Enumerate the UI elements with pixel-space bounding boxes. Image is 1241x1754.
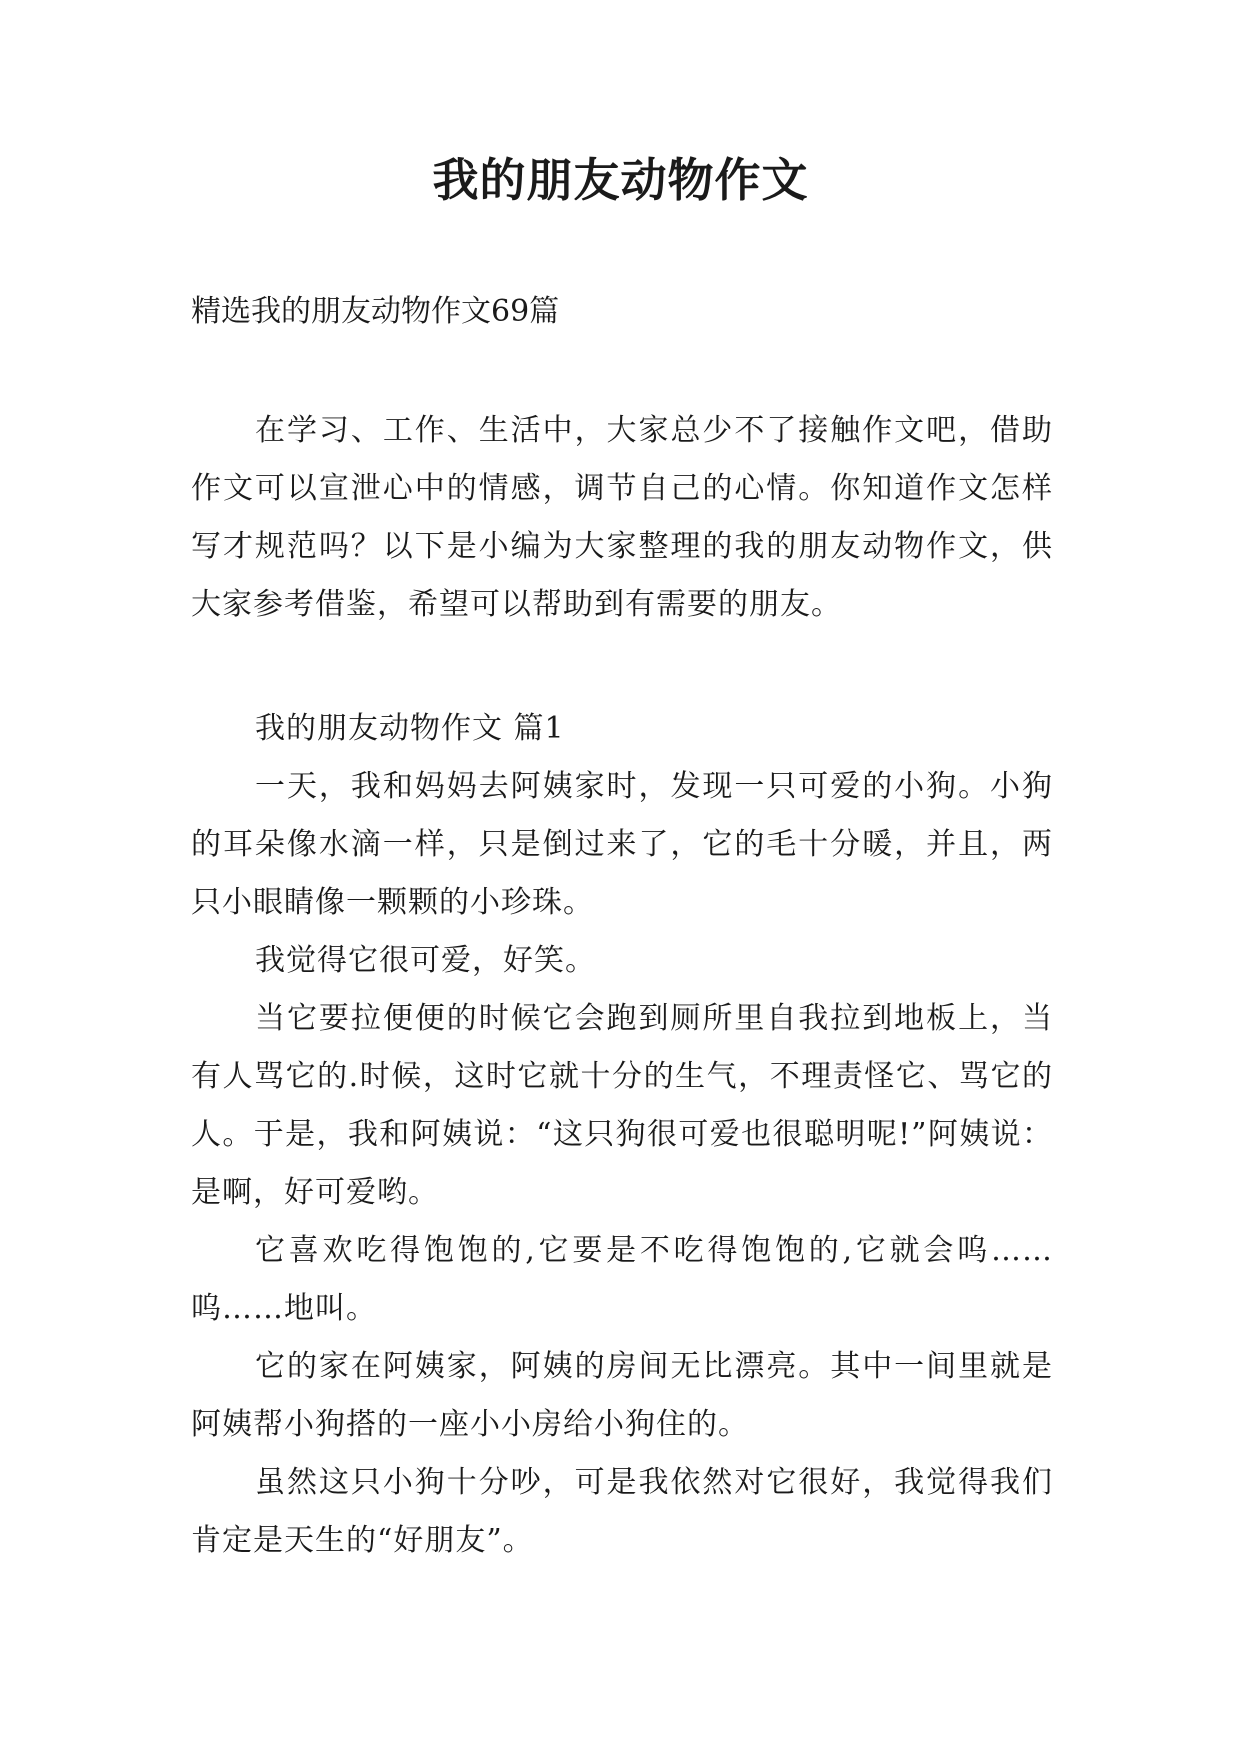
- body-paragraph: 它喜欢吃得饱饱的,它要是不吃得饱饱的,它就会呜……呜……地叫。: [191, 1233, 1053, 1326]
- body-paragraph: 我觉得它很可爱，好笑。: [255, 943, 596, 978]
- body-paragraph: 虽然这只小狗十分吵，可是我依然对它很好，我觉得我们肯定是天生的“好朋友”。: [191, 1465, 1053, 1558]
- document-subtitle: 精选我的朋友动物作文69篇: [191, 294, 560, 329]
- section-heading: 我的朋友动物作文 篇1: [255, 711, 565, 746]
- body-paragraph: 一天，我和妈妈去阿姨家时，发现一只可爱的小狗。小狗的耳朵像水滴一样，只是倒过来了，它的毛十分暖，并且，两只小眼睛像一颗颗的小珍珠。: [191, 769, 1053, 920]
- intro-paragraph: 在学习、工作、生活中，大家总少不了接触作文吧，借助作文可以宣泄心中的情感，调节自己的心情。你知道作文怎样写才规范吗？以下是小编为大家整理的我的朋友动物作文，供大家参考借鉴，希望可以帮助到有需要的朋友。: [191, 413, 1053, 622]
- document-title: 我的朋友动物作文: [432, 153, 809, 207]
- body-paragraph: 它的家在阿姨家，阿姨的房间无比漂亮。其中一间里就是阿姨帮小狗搭的一座小小房给小狗住的。: [191, 1349, 1053, 1442]
- body-paragraph: 当它要拉便便的时候它会跑到厕所里自我拉到地板上，当有人骂它的.时候，这时它就十分的生气，不理责怪它、骂它的人。于是，我和阿姨说：“这只狗很可爱也很聪明呢!”阿姨说：是啊，好可爱哟。: [191, 1001, 1053, 1210]
